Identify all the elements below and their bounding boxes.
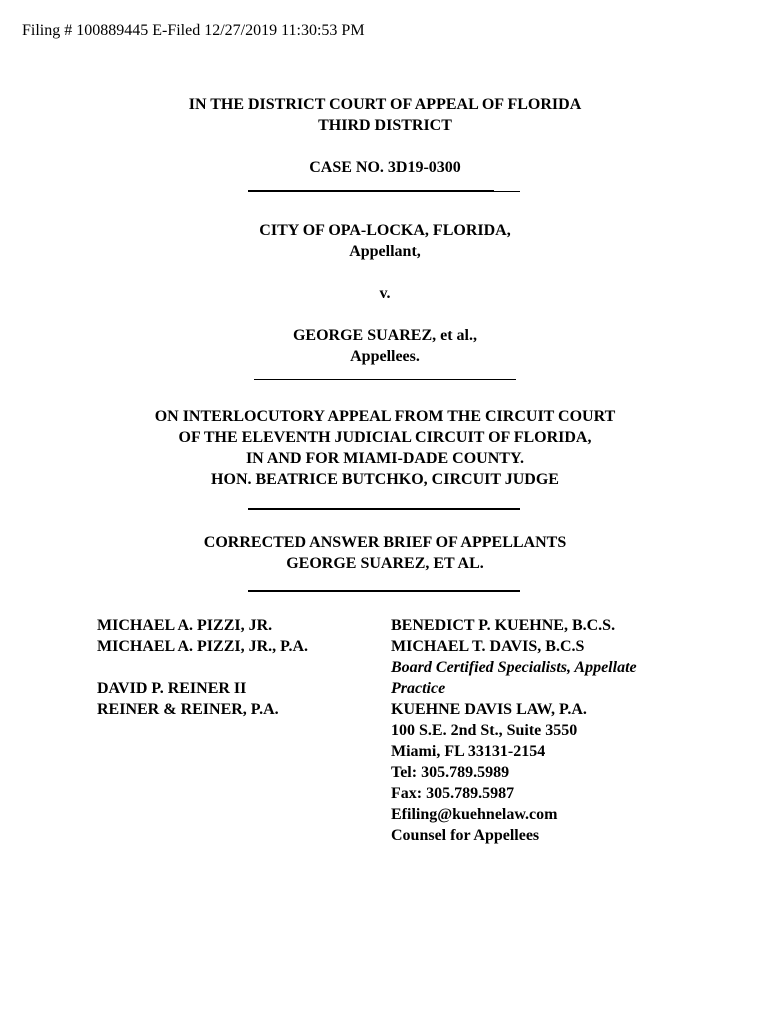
brief-title-line: GEORGE SUAREZ, ET AL. [286, 555, 484, 572]
court-caption [0, 94, 770, 136]
attorney-name: BENEDICT P. KUEHNE, B.C.S. [391, 617, 616, 634]
address-line: Miami, FL 33131-2154 [391, 743, 546, 760]
firm-name: MICHAEL A. PIZZI, JR., P.A. [97, 638, 308, 655]
appeal-from-judge: HON. BEATRICE BUTCHKO, CIRCUIT JUDGE [211, 471, 559, 488]
appeal-from-line: IN AND FOR MIAMI-DADE COUNTY. [245, 450, 525, 467]
divider-rule [494, 191, 520, 192]
court-name: IN THE DISTRICT COURT OF APPEAL OF FLORIDA [188, 96, 582, 113]
brief-title [0, 532, 770, 574]
appellant-role: Appellant, [349, 243, 421, 260]
attorney-name: DAVID P. REINER II [97, 680, 247, 697]
case-number [0, 157, 770, 178]
address-line: 100 S.E. 2nd St., Suite 3550 [391, 722, 578, 739]
appellees-role: Appellees. [350, 348, 420, 365]
efiling-stamp: Filing # 100889445 E-Filed 12/27/2019 11:30:53 PM [22, 22, 365, 39]
versus [0, 283, 770, 304]
case-number-text: CASE NO. 3D19-0300 [309, 159, 461, 176]
appeal-from-block [0, 406, 770, 490]
versus-text: v. [379, 285, 391, 302]
counsel-role: Counsel for Appellees [391, 827, 540, 844]
email: Efiling@kuehnelaw.com [391, 806, 558, 823]
certification-line: Practice [391, 680, 446, 697]
divider-rule [248, 190, 494, 192]
appeal-from-line: ON INTERLOCUTORY APPEAL FROM THE CIRCUIT COURT [154, 408, 616, 425]
divider-rule [248, 508, 520, 510]
brief-title-line: CORRECTED ANSWER BRIEF OF APPELLANTS [203, 534, 567, 551]
appellees-block [0, 325, 770, 367]
certification-line: Board Certified Specialists, Appellate [391, 659, 637, 676]
appellant-block [0, 220, 770, 262]
firm-name: REINER & REINER, P.A. [97, 701, 279, 718]
appellees-name: GEORGE SUAREZ, et al., [292, 327, 477, 344]
right-counsel-column [391, 615, 637, 846]
divider-rule [254, 379, 516, 380]
left-counsel-column [97, 615, 308, 720]
attorney-name: MICHAEL T. DAVIS, B.C.S [391, 638, 585, 655]
attorney-name: MICHAEL A. PIZZI, JR. [97, 617, 273, 634]
appeal-from-line: OF THE ELEVENTH JUDICIAL CIRCUIT OF FLORIDA, [178, 429, 592, 446]
fax: Fax: 305.789.5987 [391, 785, 515, 802]
court-district: THIRD DISTRICT [318, 117, 452, 134]
divider-rule [248, 590, 520, 592]
appellant-name: CITY OF OPA-LOCKA, FLORIDA, [259, 222, 511, 239]
telephone: Tel: 305.789.5989 [391, 764, 510, 781]
firm-name: KUEHNE DAVIS LAW, P.A. [391, 701, 587, 718]
